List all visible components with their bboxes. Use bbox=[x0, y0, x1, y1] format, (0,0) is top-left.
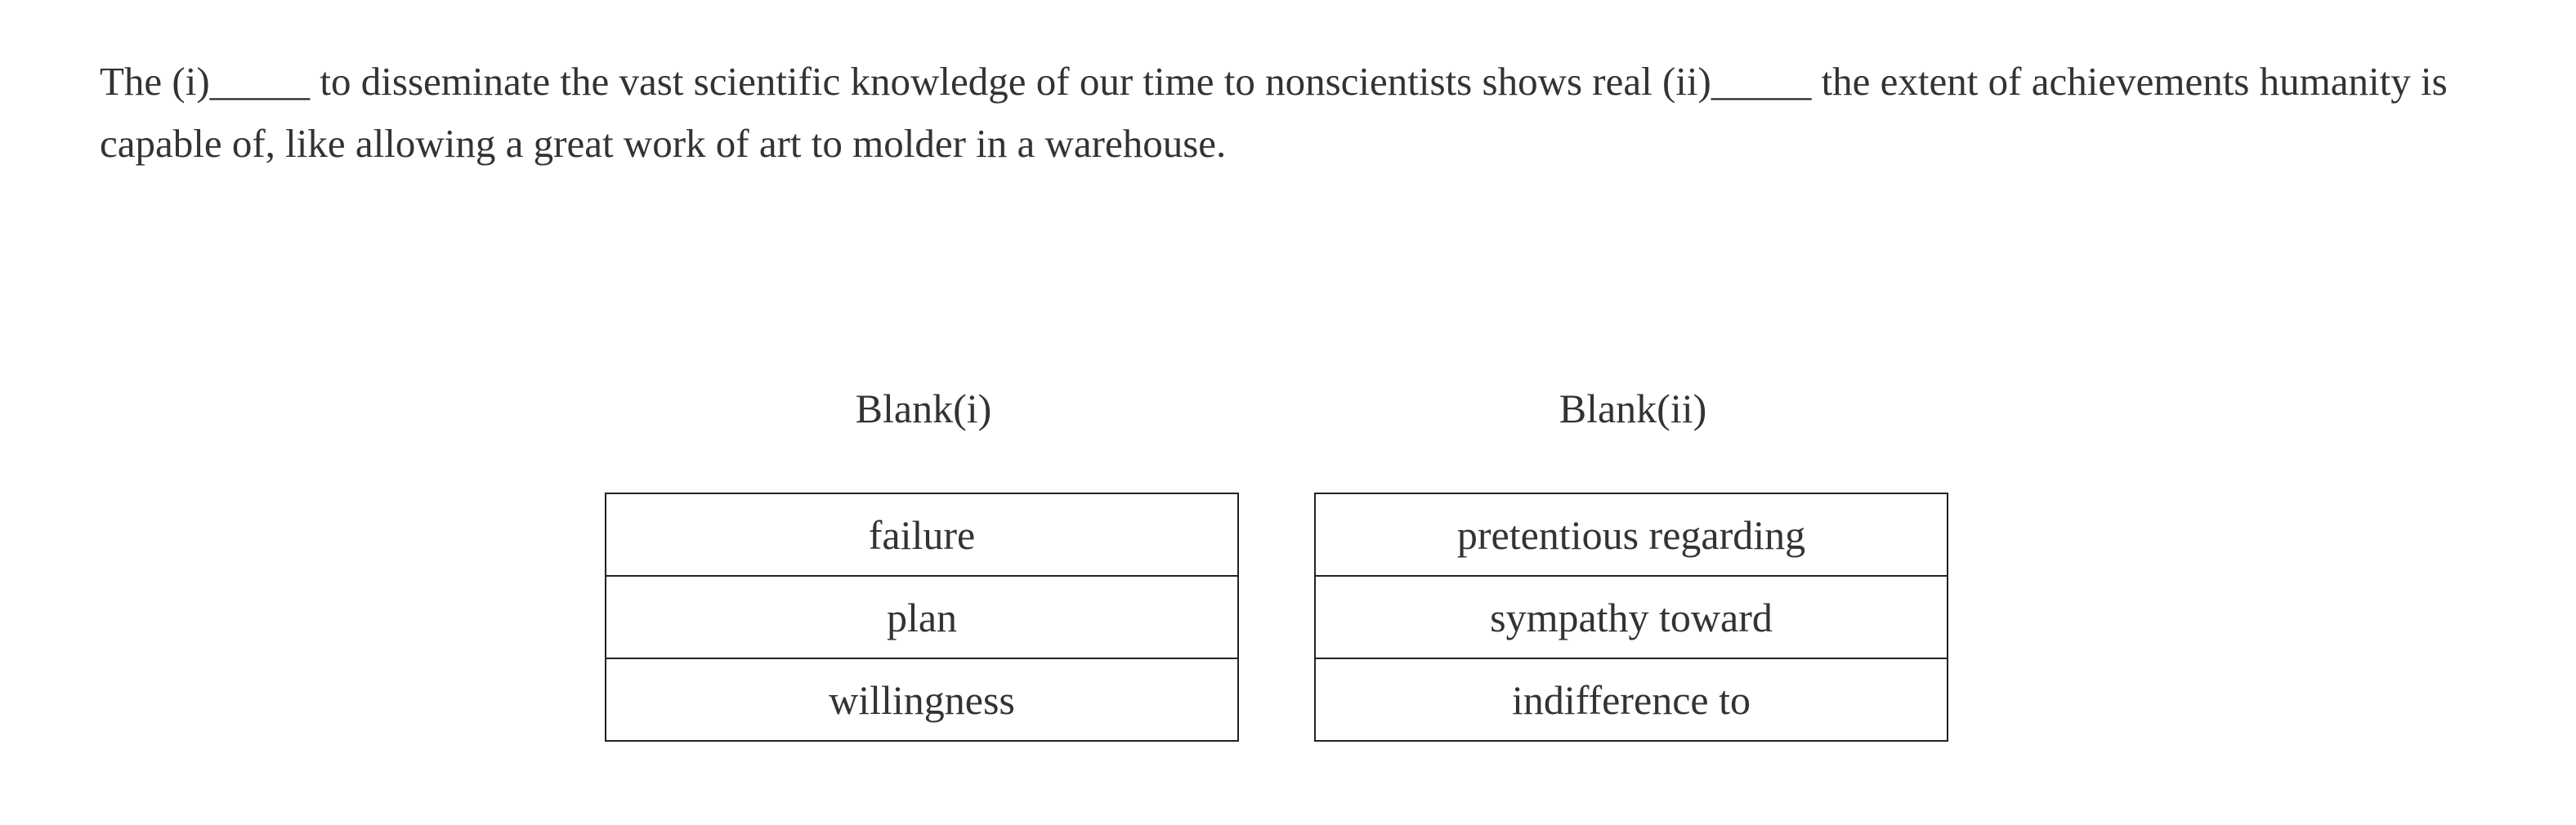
choice-row bbox=[1315, 493, 1948, 576]
blank-i-option-willingness[interactable]: willingness bbox=[606, 658, 1238, 741]
choice-row bbox=[1315, 576, 1948, 658]
choice-row bbox=[606, 576, 1238, 658]
blank-ii-option-pretentious-regarding[interactable]: pretentious regarding bbox=[1315, 493, 1948, 576]
blank-ii-heading: Blank(ii) bbox=[1559, 386, 1707, 431]
blank-ii-option-indifference-to[interactable]: indifference to bbox=[1315, 658, 1948, 741]
blank-i-option-plan[interactable]: plan bbox=[606, 576, 1238, 658]
blank-ii-choices bbox=[1314, 493, 1948, 742]
choice-row bbox=[1315, 658, 1948, 741]
question-text: The (i)_____ to disseminate the vast scientific knowledge of our time to nonscientists shows real (ii)_____ the extent of achievements humanity is capable of, like allowing a great work of art to molder in a warehouse. bbox=[100, 59, 2448, 166]
choice-row bbox=[606, 493, 1238, 576]
blank-i-heading: Blank(i) bbox=[855, 386, 992, 431]
blank-ii-option-sympathy-toward[interactable]: sympathy toward bbox=[1315, 576, 1948, 658]
blank-i-option-failure[interactable]: failure bbox=[606, 493, 1238, 576]
blank-i-choices bbox=[605, 493, 1239, 742]
choice-row bbox=[606, 658, 1238, 741]
